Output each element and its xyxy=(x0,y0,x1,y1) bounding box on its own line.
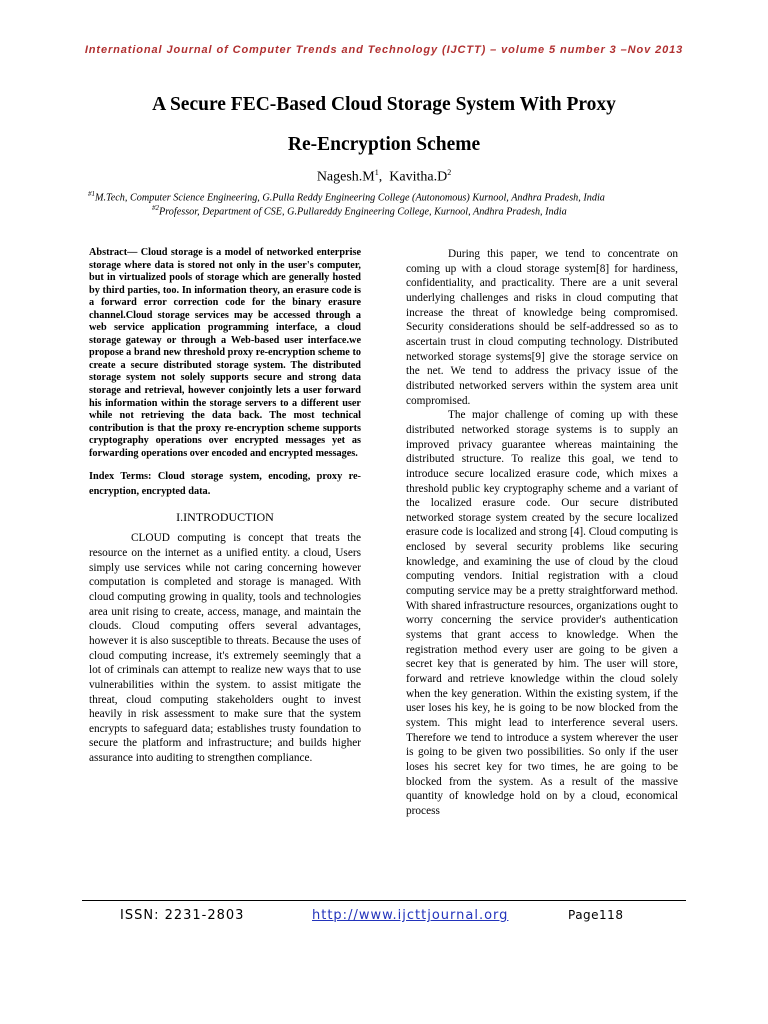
left-column xyxy=(89,247,361,766)
abstract: Abstract— Cloud storage is a model of networked enterprise storage where data is stored not only in the user's computer, but in virtualized pools of storage which are generally hosted by third parties, too. In information theory, an erasure code is a forward error correction code for the binary erasure channel.Cloud storage services may be accessed through a web service application programming interface, a cloud storage gateway or through a Web-based user interface.we propose a brand new threshold proxy re-encryption scheme to create a secure distributed storage system. The distributed storage system not solely supports secure and strong data storage and retrieval, however conjointly lets a user forward his information within the storage servers to a different user while not retrieving the data back. The most technical contribution is that the proxy re-encryption scheme supports cryptography operations over encrypted messages yet as forwarding operations over encoded and encrypted messages. xyxy=(89,247,361,459)
affiliation-1-marker: #1 xyxy=(88,190,95,198)
section-heading-introduction: I.INTRODUCTION xyxy=(176,510,274,525)
right-column xyxy=(406,247,678,819)
paper-title-line-2: Re-Encryption Scheme xyxy=(287,134,481,155)
affiliation-1-text: M.Tech, Computer Science Engineering, G.Pulla Reddy Engineering College (Autonomous) Kurnool, Andhra Pradesh, India xyxy=(95,192,605,204)
paper-title-line-1: A Secure FEC-Based Cloud Storage System With Proxy xyxy=(152,94,616,115)
footer-issn: ISSN: 2231-2803 xyxy=(120,908,245,923)
footer-divider xyxy=(82,900,686,901)
author-line: $Nagesh.M^1$, $Kavitha.D^2$ xyxy=(316,168,452,185)
body-paragraph-2: The major challenge of coming up with these distributed networked storage systems is to supply an improved privacy guarantee whereas maintaining the distributed structure. To realize this goal, we tend to introduce secure localized erasure code, which mixes a threshold public key cryptography scheme and a variant of the localized erasure code. Our secure distributed networked storage system created by the secure localized erasure code is localized and strong [4]. Cloud computing is enclosed by several security problems like securing knowledge, and examining the use of cloud by the cloud computing vendors. Initial registration with a cloud computing service may be a pretty straightforward method. With shared infrastructure resources, organizations ought to worry concerning the service provider's authentication systems that grant access to knowledge. When the registration method every user are going to be given a secret key that is generated by him. The user will store, forward and retrieve knowledge within the cloud solely when the key generation. Within the existing system, if the user loses his key, he is going to be now blocked from the system. This might lead to interference several users. Therefore we tend to introduce a system wherever the user is going to be given two possibilities. So only if the user loses his secret key for two times, he are going to be blocked from the system. As a result of the massive quantity of knowledge hold on by a cloud, economical process xyxy=(406,409,678,817)
intro-paragraph: CLOUD computing is concept that treats the resource on the internet as a unified entity. a cloud, Users simply use services while not caring concerning however computation is completed and storage is managed. With cloud computing growing in quality, tools and technologies area unit rising to create, access, manage, and maintain the clouds. Cloud computing offers several advantages, however it is also susceptible to threats. Because the uses of cloud computing increase, it's extremely seemingly that a lot of criminals can attempt to realize new ways that to use vulnerabilities within the system. to assist mitigate the threat, cloud computing stakeholders ought to invest heavily in risk assessment to make sure that the system encrypts to safeguard data; establishes trusty foundation to secure the platform and infrastructure; and builds higher assurance into auditing to strengthen compliance. xyxy=(89,532,361,765)
author-1-superscript: 1 xyxy=(374,168,379,177)
affiliation-2-text: Professor, Department of CSE, G.Pullareddy Engineering College, Kurnool, Andhra Pradesh, India xyxy=(159,206,567,218)
author-2-superscript: 2 xyxy=(447,168,452,177)
affiliation-1 xyxy=(88,191,605,204)
affiliation-2-marker: #2 xyxy=(152,204,159,212)
affiliation-2 xyxy=(152,205,567,218)
journal-header: International Journal of Computer Trends and Technology (IJCTT) – volume 5 number 3 –Nov 2013 xyxy=(84,44,684,56)
author-name-2: Kavitha.D xyxy=(389,169,448,185)
index-terms: Index Terms: Cloud storage system, encoding, proxy re-encryption, encrypted data. xyxy=(89,471,361,497)
footer-journal-link[interactable]: http://www.ijcttjournal.org xyxy=(312,908,509,923)
author-name-1: Nagesh.M xyxy=(316,169,375,185)
footer-page-number: Page118 xyxy=(568,908,624,922)
body-paragraph-1: During this paper, we tend to concentrate on coming up with a cloud storage system[8] for hardiness, confidentiality, and practicality. There are a unit several underlying challenges and risks in cloud computing that increase the threat of knowledge being compromised. Security considerations should be self-addressed so as to ascertain trust in cloud computing technology. Distributed networked storage systems[9] give the storage service on the net. We tend to address the privacy issue of the distributed networked servers within the system area unit compromised. xyxy=(406,248,678,407)
